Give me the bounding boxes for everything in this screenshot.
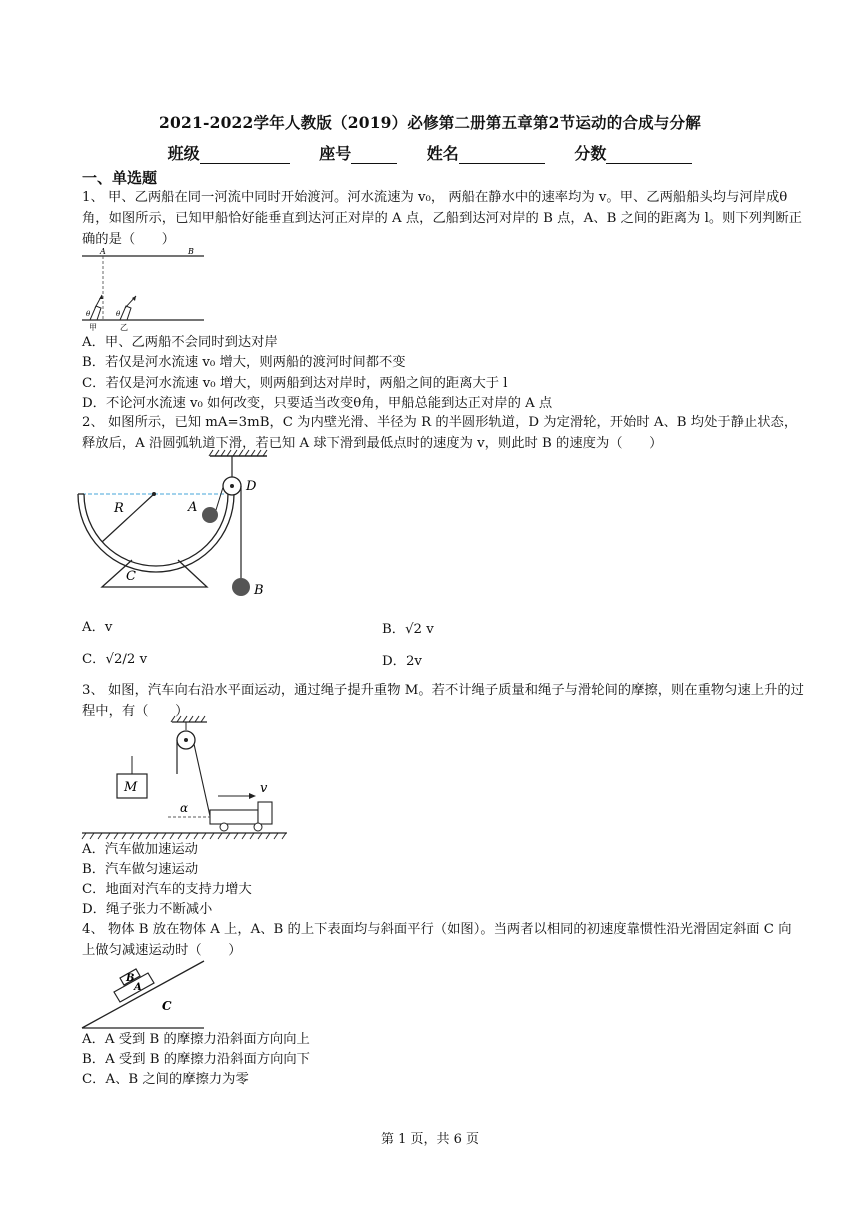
fig3-label-m: M bbox=[124, 780, 138, 795]
question-4-figure bbox=[82, 958, 207, 1030]
fig1-theta-1: θ bbox=[86, 310, 91, 318]
name-field[interactable] bbox=[427, 141, 545, 164]
q3-option-a[interactable]: A．汽车做加速运动 bbox=[82, 842, 198, 857]
question-3-figure bbox=[82, 716, 292, 842]
question-1-figure bbox=[82, 247, 207, 335]
q3-option-c[interactable]: C．地面对汽车的支持力增大 bbox=[82, 882, 252, 897]
score-label: 分数 bbox=[574, 144, 607, 163]
fig1-theta-2: θ bbox=[116, 310, 121, 318]
class-label: 班级 bbox=[167, 144, 200, 163]
fig1-label-b: B bbox=[188, 247, 194, 256]
fig1-label-a: A bbox=[100, 247, 106, 256]
question-2-figure bbox=[82, 450, 272, 605]
fig2-label-c: C bbox=[126, 569, 136, 584]
q2-option-c[interactable]: C．√2/2 v bbox=[82, 652, 148, 667]
q1-option-b[interactable]: B．若仅是河水流速 v₀ 增大，则两船的渡河时间都不变 bbox=[82, 355, 406, 370]
q4-option-c[interactable]: C．A、B 之间的摩擦力为零 bbox=[82, 1072, 249, 1087]
q4-option-a[interactable]: A．A 受到 B 的摩擦力沿斜面方向向上 bbox=[82, 1032, 310, 1047]
fig1-label-yi: 乙 bbox=[120, 323, 128, 332]
fig2-label-b: B bbox=[254, 583, 264, 598]
name-label: 姓名 bbox=[426, 144, 459, 163]
question-2-text: 2、 如图所示，已知 mA=3mB，C 为内壁光滑、半径为 R 的半圆形轨道，D 为定滑轮，开始时 A、B 均处于静止状态，释放后，A 沿圆弧轨道下滑，若已知 A 球下滑到最低点时的速度为 v，则此时 B 的速度为（ ） bbox=[82, 415, 798, 451]
q4-option-b[interactable]: B．A 受到 B 的摩擦力沿斜面方向向下 bbox=[82, 1052, 310, 1067]
fig4-label-a: A bbox=[134, 982, 142, 993]
score-field[interactable] bbox=[574, 141, 692, 164]
fig4-label-b: B bbox=[126, 973, 135, 984]
question-3-text: 3、 如图，汽车向右沿水平面运动，通过绳子提升重物 M。若不计绳子质量和绳子与滑轮间的摩擦，则在重物匀速上升的过程中，有（ ） bbox=[82, 683, 804, 719]
seat-label: 座号 bbox=[319, 144, 352, 163]
fig3-label-alpha: α bbox=[180, 801, 189, 815]
q2-option-a[interactable]: A．v bbox=[82, 620, 113, 635]
page-title: 2021-2022学年人教版（2019）必修第二册第五章第2节运动的合成与分解 bbox=[159, 113, 701, 132]
section-heading: 一、单选题 bbox=[82, 169, 158, 187]
q2-option-d[interactable]: D．2v bbox=[382, 654, 422, 669]
fig3-label-v: v bbox=[260, 781, 268, 796]
q1-option-c[interactable]: C．若仅是河水流速 v₀ 增大，则两船到达对岸时，两船之间的距离大于 l bbox=[82, 376, 508, 391]
class-field[interactable] bbox=[168, 141, 290, 164]
fig2-label-a: A bbox=[188, 500, 198, 515]
page-footer: 第 1 页，共 6 页 bbox=[380, 1132, 480, 1147]
seat-field[interactable] bbox=[319, 141, 397, 164]
q2-option-b[interactable]: B．√2 v bbox=[382, 622, 434, 637]
question-1-text: 1、 甲、乙两船在同一河流中同时开始渡河。河水流速为 v₀， 两船在静水中的速率均为 v。甲、乙两船船头均与河岸成θ角，如图所示，已知甲船恰好能垂直到达河正对岸的 A 点，乙船到达河对岸的 B 点，A、B 之间的距离为 l。则下列判断正确的是（ ） bbox=[82, 190, 802, 247]
question-4-text: 4、 物体 B 放在物体 A 上，A、B 的上下表面均与斜面平行（如图）。当两者以相同的初速度靠惯性沿光滑固定斜面 C 向上做匀减速运动时（ ） bbox=[82, 922, 792, 958]
q3-option-d[interactable]: D．绳子张力不断减小 bbox=[82, 902, 213, 917]
q1-option-d[interactable]: D．不论河水流速 v₀ 如何改变，只要适当改变θ角，甲船总能到达正对岸的 A 点 bbox=[82, 396, 553, 411]
fig2-label-r: R bbox=[114, 501, 124, 516]
fig2-label-d: D bbox=[246, 479, 257, 494]
fig1-label-jia: 甲 bbox=[89, 323, 97, 332]
student-info-fields bbox=[0, 141, 860, 164]
q3-option-b[interactable]: B．汽车做匀速运动 bbox=[82, 862, 199, 877]
q1-option-a[interactable]: A．甲、乙两船不会同时到达对岸 bbox=[82, 335, 278, 350]
fig4-label-c: C bbox=[162, 999, 172, 1013]
